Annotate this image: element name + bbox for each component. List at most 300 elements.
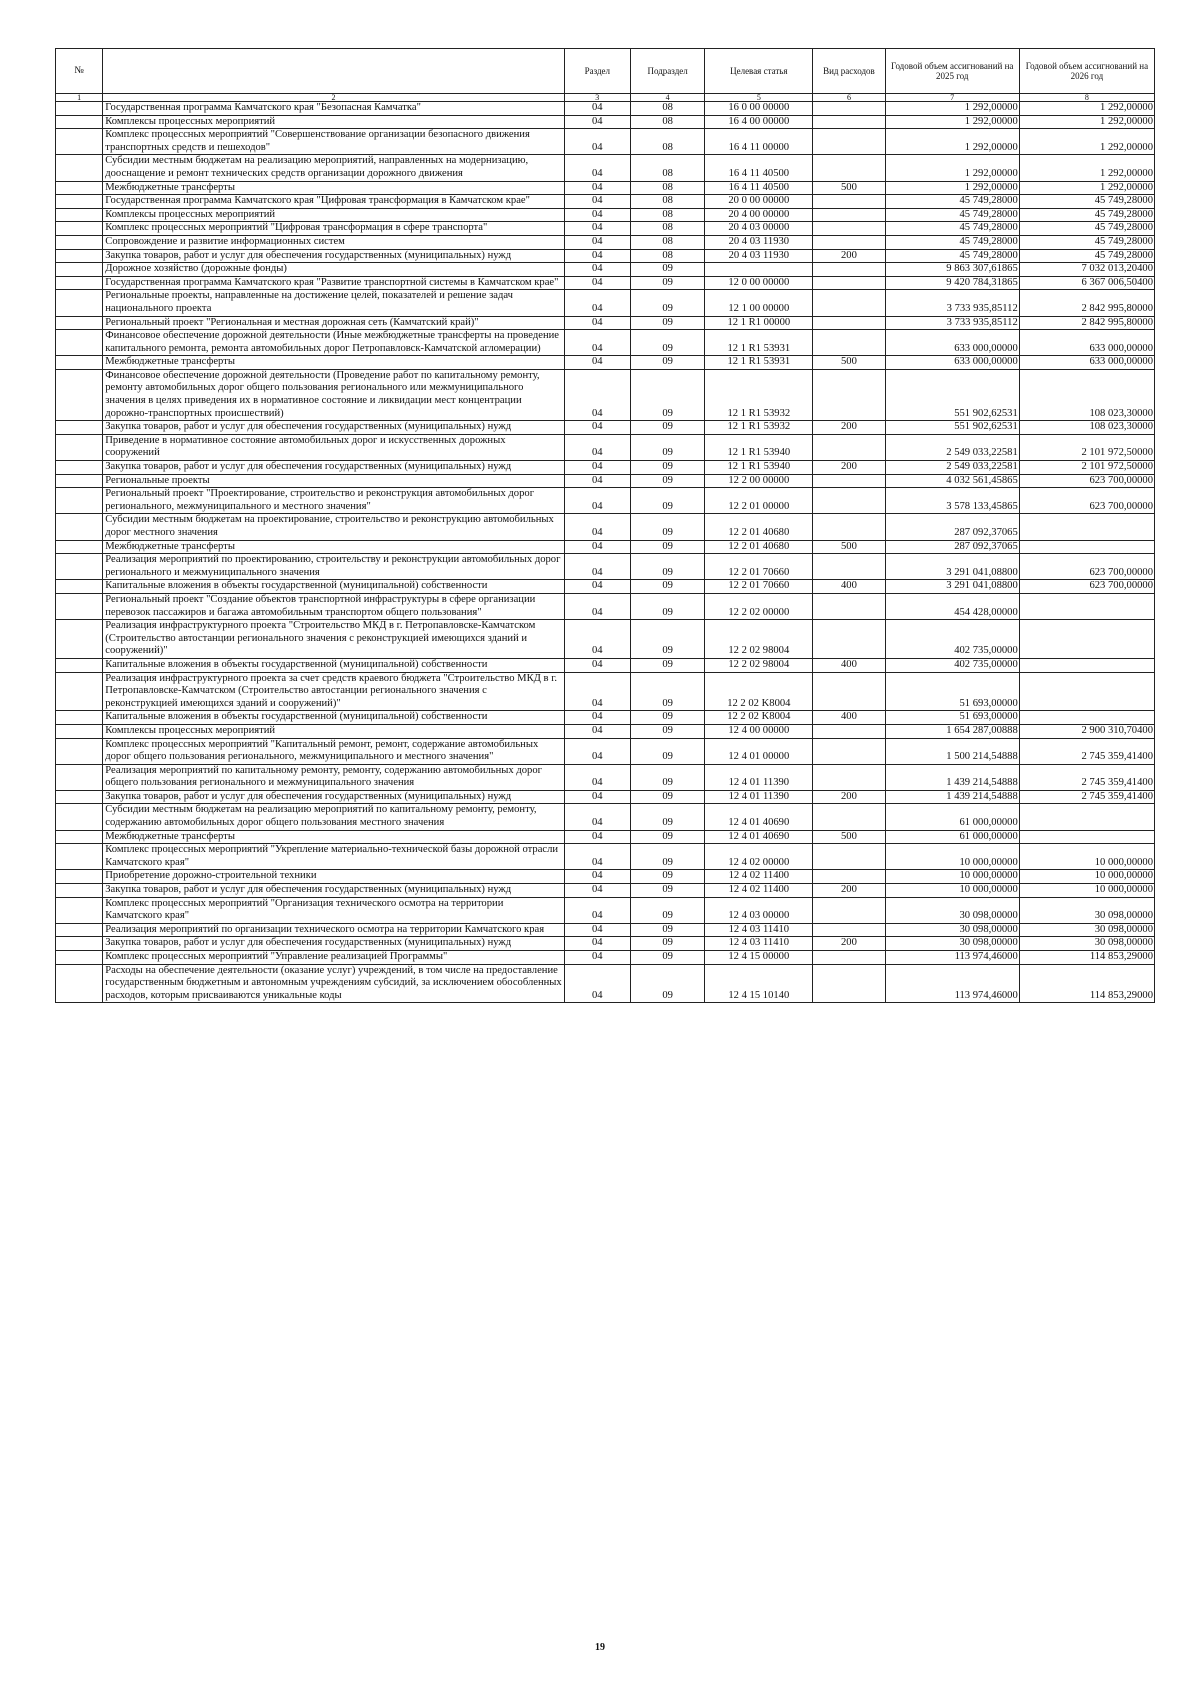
row-name-cell: Межбюджетные трансферты bbox=[103, 181, 565, 195]
row-expense-type-cell bbox=[813, 554, 886, 580]
row-number-cell bbox=[56, 870, 103, 884]
row-volume-2026-cell: 623 700,00000 bbox=[1019, 488, 1154, 514]
row-name-cell: Комплекс процессных мероприятий "Укрепление материально-технической базы дорожной отрасли Камчатского края" bbox=[103, 844, 565, 870]
row-expense-type-cell bbox=[813, 102, 886, 116]
row-podrazdel-cell: 09 bbox=[630, 937, 705, 951]
row-name-cell: Комплексы процессных мероприятий bbox=[103, 724, 565, 738]
row-expense-type-cell bbox=[813, 434, 886, 460]
row-podrazdel-cell: 09 bbox=[630, 356, 705, 370]
row-podrazdel-cell: 09 bbox=[630, 620, 705, 659]
row-expense-type-cell bbox=[813, 738, 886, 764]
table-row bbox=[56, 290, 1155, 316]
row-podrazdel-cell: 09 bbox=[630, 738, 705, 764]
row-name-cell: Закупка товаров, работ и услуг для обеспечения государственных (муниципальных) нужд bbox=[103, 249, 565, 263]
table-row bbox=[56, 115, 1155, 129]
row-target-article-cell: 16 0 00 00000 bbox=[705, 102, 813, 116]
header-podrazdel: Подраздел bbox=[630, 49, 705, 94]
row-volume-2026-cell: 114 853,29000 bbox=[1019, 964, 1154, 1003]
row-volume-2025-cell: 402 735,00000 bbox=[885, 658, 1019, 672]
row-expense-type-cell: 200 bbox=[813, 461, 886, 475]
column-number: 3 bbox=[564, 94, 630, 102]
row-expense-type-cell: 200 bbox=[813, 249, 886, 263]
row-volume-2026-cell: 2 101 972,50000 bbox=[1019, 434, 1154, 460]
row-razdel-cell: 04 bbox=[564, 421, 630, 435]
row-volume-2026-cell: 45 749,28000 bbox=[1019, 208, 1154, 222]
row-target-article-cell: 12 2 02 K8004 bbox=[705, 672, 813, 711]
row-expense-type-cell bbox=[813, 208, 886, 222]
row-podrazdel-cell: 09 bbox=[630, 554, 705, 580]
row-target-article-cell: 12 4 02 11400 bbox=[705, 884, 813, 898]
header-volume-2025: Годовой объем ассигнований на 2025 год bbox=[885, 49, 1019, 94]
row-expense-type-cell: 200 bbox=[813, 884, 886, 898]
table-row bbox=[56, 593, 1155, 619]
row-expense-type-cell bbox=[813, 593, 886, 619]
row-name-cell: Межбюджетные трансферты bbox=[103, 540, 565, 554]
row-name-cell: Приобретение дорожно-строительной техники bbox=[103, 870, 565, 884]
row-target-article-cell: 12 4 01 11390 bbox=[705, 764, 813, 790]
row-volume-2025-cell: 10 000,00000 bbox=[885, 870, 1019, 884]
row-volume-2025-cell: 1 654 287,00888 bbox=[885, 724, 1019, 738]
row-number-cell bbox=[56, 620, 103, 659]
row-target-article-cell: 12 4 00 00000 bbox=[705, 724, 813, 738]
row-volume-2026-cell: 1 292,00000 bbox=[1019, 115, 1154, 129]
row-razdel-cell: 04 bbox=[564, 316, 630, 330]
row-target-article-cell: 12 1 R1 00000 bbox=[705, 316, 813, 330]
row-volume-2026-cell bbox=[1019, 593, 1154, 619]
row-number-cell bbox=[56, 369, 103, 420]
row-number-cell bbox=[56, 330, 103, 356]
row-volume-2025-cell: 61 000,00000 bbox=[885, 804, 1019, 830]
row-razdel-cell: 04 bbox=[564, 369, 630, 420]
row-number-cell bbox=[56, 884, 103, 898]
row-volume-2025-cell: 4 032 561,45865 bbox=[885, 474, 1019, 488]
header-num: № bbox=[56, 49, 103, 94]
row-target-article-cell: 12 2 01 70660 bbox=[705, 554, 813, 580]
row-volume-2026-cell: 6 367 006,50400 bbox=[1019, 276, 1154, 290]
row-volume-2026-cell: 45 749,28000 bbox=[1019, 222, 1154, 236]
row-target-article-cell: 12 0 00 00000 bbox=[705, 276, 813, 290]
row-volume-2026-cell: 10 000,00000 bbox=[1019, 884, 1154, 898]
row-name-cell: Комплексы процессных мероприятий bbox=[103, 208, 565, 222]
row-target-article-cell: 12 4 01 11390 bbox=[705, 790, 813, 804]
row-expense-type-cell bbox=[813, 488, 886, 514]
row-number-cell bbox=[56, 102, 103, 116]
row-number-cell bbox=[56, 276, 103, 290]
row-target-article-cell: 16 4 11 40500 bbox=[705, 155, 813, 181]
row-volume-2025-cell: 2 549 033,22581 bbox=[885, 434, 1019, 460]
row-volume-2025-cell: 113 974,46000 bbox=[885, 964, 1019, 1003]
row-podrazdel-cell: 08 bbox=[630, 208, 705, 222]
table-row bbox=[56, 711, 1155, 725]
row-name-cell: Закупка товаров, работ и услуг для обеспечения государственных (муниципальных) нужд bbox=[103, 790, 565, 804]
row-number-cell bbox=[56, 129, 103, 155]
table-row bbox=[56, 884, 1155, 898]
table-row bbox=[56, 738, 1155, 764]
header-row bbox=[56, 49, 1155, 94]
row-razdel-cell: 04 bbox=[564, 434, 630, 460]
row-number-cell bbox=[56, 540, 103, 554]
row-volume-2026-cell: 623 700,00000 bbox=[1019, 474, 1154, 488]
row-expense-type-cell: 500 bbox=[813, 356, 886, 370]
row-expense-type-cell bbox=[813, 276, 886, 290]
table-row bbox=[56, 155, 1155, 181]
row-volume-2025-cell: 30 098,00000 bbox=[885, 923, 1019, 937]
column-number: 2 bbox=[103, 94, 565, 102]
row-expense-type-cell: 400 bbox=[813, 711, 886, 725]
row-volume-2026-cell: 108 023,30000 bbox=[1019, 369, 1154, 420]
row-name-cell: Комплекс процессных мероприятий "Управление реализацией Программы" bbox=[103, 951, 565, 965]
row-podrazdel-cell: 08 bbox=[630, 235, 705, 249]
row-number-cell bbox=[56, 711, 103, 725]
row-podrazdel-cell: 08 bbox=[630, 195, 705, 209]
table-row bbox=[56, 870, 1155, 884]
row-podrazdel-cell: 09 bbox=[630, 804, 705, 830]
row-target-article-cell: 12 2 01 40680 bbox=[705, 514, 813, 540]
row-number-cell bbox=[56, 356, 103, 370]
row-volume-2026-cell: 30 098,00000 bbox=[1019, 897, 1154, 923]
row-podrazdel-cell: 09 bbox=[630, 514, 705, 540]
row-volume-2025-cell: 287 092,37065 bbox=[885, 514, 1019, 540]
row-podrazdel-cell: 09 bbox=[630, 764, 705, 790]
row-name-cell: Расходы на обеспечение деятельности (оказание услуг) учреждений, в том числе на предоставление государственным бюджетным и автономным учреждениям субсидий, за исключением обособленных расходов, которым присваиваются уникальные коды bbox=[103, 964, 565, 1003]
row-number-cell bbox=[56, 421, 103, 435]
table-row bbox=[56, 276, 1155, 290]
row-volume-2025-cell: 402 735,00000 bbox=[885, 620, 1019, 659]
row-volume-2026-cell: 10 000,00000 bbox=[1019, 844, 1154, 870]
row-name-cell: Финансовое обеспечение дорожной деятельности (Проведение работ по капитальному ремонту, ремонту автомобильных дорог общего пользования регионального или межмуниципального значения в целях приведения их в нормативное состояние и ликвидации мест концентрации дорожно-транспортных происшествий) bbox=[103, 369, 565, 420]
page-number: 19 bbox=[595, 1642, 605, 1653]
row-podrazdel-cell: 08 bbox=[630, 155, 705, 181]
row-razdel-cell: 04 bbox=[564, 290, 630, 316]
row-number-cell bbox=[56, 593, 103, 619]
column-number: 7 bbox=[885, 94, 1019, 102]
row-volume-2025-cell: 113 974,46000 bbox=[885, 951, 1019, 965]
row-name-cell: Закупка товаров, работ и услуг для обеспечения государственных (муниципальных) нужд bbox=[103, 937, 565, 951]
table-row bbox=[56, 488, 1155, 514]
table-row bbox=[56, 316, 1155, 330]
row-volume-2025-cell: 1 439 214,54888 bbox=[885, 790, 1019, 804]
row-razdel-cell: 04 bbox=[564, 235, 630, 249]
table-body bbox=[56, 102, 1155, 1003]
header-expense-type: Вид расходов bbox=[813, 49, 886, 94]
row-target-article-cell: 16 4 00 00000 bbox=[705, 115, 813, 129]
row-name-cell: Комплекс процессных мероприятий "Цифровая трансформация в сфере транспорта" bbox=[103, 222, 565, 236]
row-name-cell: Межбюджетные трансферты bbox=[103, 356, 565, 370]
row-target-article-cell: 12 4 01 40690 bbox=[705, 804, 813, 830]
row-volume-2025-cell: 30 098,00000 bbox=[885, 897, 1019, 923]
row-volume-2026-cell: 623 700,00000 bbox=[1019, 554, 1154, 580]
row-volume-2026-cell bbox=[1019, 711, 1154, 725]
row-name-cell: Государственная программа Камчатского края "Цифровая трансформация в Камчатском крае" bbox=[103, 195, 565, 209]
row-volume-2025-cell: 2 549 033,22581 bbox=[885, 461, 1019, 475]
row-volume-2026-cell: 114 853,29000 bbox=[1019, 951, 1154, 965]
row-target-article-cell: 20 4 03 00000 bbox=[705, 222, 813, 236]
row-target-article-cell: 12 4 15 10140 bbox=[705, 964, 813, 1003]
row-number-cell bbox=[56, 195, 103, 209]
row-razdel-cell: 04 bbox=[564, 830, 630, 844]
table-row bbox=[56, 369, 1155, 420]
row-volume-2026-cell: 2 745 359,41400 bbox=[1019, 790, 1154, 804]
row-name-cell: Дорожное хозяйство (дорожные фонды) bbox=[103, 263, 565, 277]
row-razdel-cell: 04 bbox=[564, 540, 630, 554]
table-row bbox=[56, 222, 1155, 236]
table-row bbox=[56, 844, 1155, 870]
row-podrazdel-cell: 09 bbox=[630, 474, 705, 488]
column-number: 6 bbox=[813, 94, 886, 102]
row-number-cell bbox=[56, 181, 103, 195]
table-row bbox=[56, 724, 1155, 738]
row-number-cell bbox=[56, 222, 103, 236]
row-name-cell: Региональные проекты, направленные на достижение целей, показателей и решение задач национального проекта bbox=[103, 290, 565, 316]
row-razdel-cell: 04 bbox=[564, 488, 630, 514]
row-volume-2025-cell: 551 902,62531 bbox=[885, 421, 1019, 435]
row-number-cell bbox=[56, 115, 103, 129]
row-name-cell: Комплекс процессных мероприятий "Совершенствование организации безопасного движения транспортных средств и пешеходов" bbox=[103, 129, 565, 155]
row-volume-2026-cell: 45 749,28000 bbox=[1019, 195, 1154, 209]
table-row bbox=[56, 330, 1155, 356]
row-podrazdel-cell: 09 bbox=[630, 434, 705, 460]
row-target-article-cell: 12 2 00 00000 bbox=[705, 474, 813, 488]
row-razdel-cell: 04 bbox=[564, 115, 630, 129]
table-row bbox=[56, 554, 1155, 580]
row-number-cell bbox=[56, 672, 103, 711]
row-volume-2026-cell: 2 842 995,80000 bbox=[1019, 316, 1154, 330]
row-podrazdel-cell: 09 bbox=[630, 870, 705, 884]
row-name-cell: Реализация мероприятий по организации технического осмотра на территории Камчатского края bbox=[103, 923, 565, 937]
table-row bbox=[56, 764, 1155, 790]
budget-table-sheet bbox=[55, 48, 1155, 1003]
table-row bbox=[56, 195, 1155, 209]
row-number-cell bbox=[56, 290, 103, 316]
row-name-cell: Региональный проект "Проектирование, строительство и реконструкция автомобильных дорог регионального, межмуниципального и местного значения" bbox=[103, 488, 565, 514]
row-name-cell: Межбюджетные трансферты bbox=[103, 830, 565, 844]
column-number: 4 bbox=[630, 94, 705, 102]
row-razdel-cell: 04 bbox=[564, 790, 630, 804]
row-volume-2026-cell bbox=[1019, 672, 1154, 711]
row-expense-type-cell bbox=[813, 844, 886, 870]
row-name-cell: Реализация инфраструктурного проекта "Строительство МКД в г. Петропавловске-Камчатском (Строительство автостанции регионального значения с реконструкцией имеющихся зданий и сооружений)" bbox=[103, 620, 565, 659]
row-volume-2025-cell: 551 902,62531 bbox=[885, 369, 1019, 420]
row-razdel-cell: 04 bbox=[564, 461, 630, 475]
table-row bbox=[56, 208, 1155, 222]
row-number-cell bbox=[56, 844, 103, 870]
row-volume-2026-cell: 633 000,00000 bbox=[1019, 356, 1154, 370]
table-row bbox=[56, 790, 1155, 804]
row-volume-2026-cell: 30 098,00000 bbox=[1019, 923, 1154, 937]
row-volume-2026-cell: 7 032 013,20400 bbox=[1019, 263, 1154, 277]
row-expense-type-cell: 500 bbox=[813, 830, 886, 844]
row-expense-type-cell bbox=[813, 263, 886, 277]
row-volume-2026-cell: 1 292,00000 bbox=[1019, 102, 1154, 116]
row-expense-type-cell bbox=[813, 514, 886, 540]
row-name-cell: Капитальные вложения в объекты государственной (муниципальной) собственности bbox=[103, 658, 565, 672]
row-expense-type-cell bbox=[813, 804, 886, 830]
row-razdel-cell: 04 bbox=[564, 764, 630, 790]
row-volume-2025-cell: 3 291 041,08800 bbox=[885, 580, 1019, 594]
row-expense-type-cell: 200 bbox=[813, 790, 886, 804]
header-name bbox=[103, 49, 565, 94]
row-volume-2026-cell: 108 023,30000 bbox=[1019, 421, 1154, 435]
row-name-cell: Закупка товаров, работ и услуг для обеспечения государственных (муниципальных) нужд bbox=[103, 461, 565, 475]
table-row bbox=[56, 474, 1155, 488]
row-number-cell bbox=[56, 923, 103, 937]
row-number-cell bbox=[56, 790, 103, 804]
table-row bbox=[56, 804, 1155, 830]
row-razdel-cell: 04 bbox=[564, 208, 630, 222]
row-podrazdel-cell: 09 bbox=[630, 461, 705, 475]
row-name-cell: Комплекс процессных мероприятий "Капитальный ремонт, ремонт, содержание автомобильных дорог общего пользования регионального, межмуниципального и местного значения" bbox=[103, 738, 565, 764]
row-razdel-cell: 04 bbox=[564, 951, 630, 965]
row-volume-2025-cell: 1 439 214,54888 bbox=[885, 764, 1019, 790]
table-row bbox=[56, 235, 1155, 249]
table-row bbox=[56, 181, 1155, 195]
row-number-cell bbox=[56, 249, 103, 263]
row-name-cell: Комплексы процессных мероприятий bbox=[103, 115, 565, 129]
row-podrazdel-cell: 08 bbox=[630, 102, 705, 116]
row-volume-2026-cell bbox=[1019, 830, 1154, 844]
row-volume-2026-cell: 2 745 359,41400 bbox=[1019, 738, 1154, 764]
row-razdel-cell: 04 bbox=[564, 222, 630, 236]
row-volume-2025-cell: 30 098,00000 bbox=[885, 937, 1019, 951]
row-number-cell bbox=[56, 724, 103, 738]
row-podrazdel-cell: 09 bbox=[630, 844, 705, 870]
row-podrazdel-cell: 08 bbox=[630, 181, 705, 195]
row-volume-2026-cell bbox=[1019, 540, 1154, 554]
row-razdel-cell: 04 bbox=[564, 276, 630, 290]
row-target-article-cell: 12 1 R1 53940 bbox=[705, 461, 813, 475]
row-volume-2026-cell: 45 749,28000 bbox=[1019, 249, 1154, 263]
row-target-article-cell: 12 2 02 00000 bbox=[705, 593, 813, 619]
row-name-cell: Приведение в нормативное состояние автомобильных дорог и искусственных дорожных сооружений bbox=[103, 434, 565, 460]
row-volume-2026-cell: 2 900 310,70400 bbox=[1019, 724, 1154, 738]
row-expense-type-cell bbox=[813, 620, 886, 659]
row-podrazdel-cell: 09 bbox=[630, 964, 705, 1003]
row-volume-2025-cell: 1 500 214,54888 bbox=[885, 738, 1019, 764]
table-row bbox=[56, 937, 1155, 951]
row-volume-2025-cell: 45 749,28000 bbox=[885, 235, 1019, 249]
row-target-article-cell: 12 4 02 00000 bbox=[705, 844, 813, 870]
row-name-cell: Реализация мероприятий по капитальному ремонту, ремонту, содержанию автомобильных дорог общего пользования регионального и межмуниципального значения bbox=[103, 764, 565, 790]
row-razdel-cell: 04 bbox=[564, 356, 630, 370]
row-podrazdel-cell: 09 bbox=[630, 672, 705, 711]
row-target-article-cell: 16 4 11 00000 bbox=[705, 129, 813, 155]
row-razdel-cell: 04 bbox=[564, 964, 630, 1003]
row-target-article-cell: 12 2 02 98004 bbox=[705, 658, 813, 672]
row-podrazdel-cell: 09 bbox=[630, 790, 705, 804]
row-number-cell bbox=[56, 738, 103, 764]
row-volume-2025-cell: 45 749,28000 bbox=[885, 195, 1019, 209]
row-volume-2025-cell: 9 863 307,61865 bbox=[885, 263, 1019, 277]
row-number-cell bbox=[56, 488, 103, 514]
row-target-article-cell: 16 4 11 40500 bbox=[705, 181, 813, 195]
row-number-cell bbox=[56, 461, 103, 475]
row-podrazdel-cell: 08 bbox=[630, 115, 705, 129]
row-podrazdel-cell: 09 bbox=[630, 923, 705, 937]
row-razdel-cell: 04 bbox=[564, 897, 630, 923]
row-razdel-cell: 04 bbox=[564, 937, 630, 951]
row-expense-type-cell bbox=[813, 235, 886, 249]
row-expense-type-cell bbox=[813, 195, 886, 209]
row-expense-type-cell bbox=[813, 964, 886, 1003]
row-number-cell bbox=[56, 554, 103, 580]
row-volume-2025-cell: 3 733 935,85112 bbox=[885, 316, 1019, 330]
table-row bbox=[56, 620, 1155, 659]
row-name-cell: Региональные проекты bbox=[103, 474, 565, 488]
row-number-cell bbox=[56, 155, 103, 181]
row-volume-2025-cell: 45 749,28000 bbox=[885, 222, 1019, 236]
row-podrazdel-cell: 09 bbox=[630, 580, 705, 594]
row-volume-2026-cell bbox=[1019, 514, 1154, 540]
row-volume-2025-cell: 51 693,00000 bbox=[885, 672, 1019, 711]
row-volume-2025-cell: 51 693,00000 bbox=[885, 711, 1019, 725]
row-number-cell bbox=[56, 434, 103, 460]
row-expense-type-cell bbox=[813, 369, 886, 420]
row-razdel-cell: 04 bbox=[564, 620, 630, 659]
row-target-article-cell: 12 1 R1 53932 bbox=[705, 421, 813, 435]
row-target-article-cell: 12 2 01 00000 bbox=[705, 488, 813, 514]
row-number-cell bbox=[56, 830, 103, 844]
row-podrazdel-cell: 09 bbox=[630, 290, 705, 316]
row-number-cell bbox=[56, 580, 103, 594]
row-razdel-cell: 04 bbox=[564, 249, 630, 263]
row-target-article-cell: 12 2 02 98004 bbox=[705, 620, 813, 659]
row-razdel-cell: 04 bbox=[564, 195, 630, 209]
row-podrazdel-cell: 09 bbox=[630, 488, 705, 514]
row-podrazdel-cell: 09 bbox=[630, 951, 705, 965]
row-expense-type-cell bbox=[813, 870, 886, 884]
table-row bbox=[56, 514, 1155, 540]
row-volume-2026-cell: 45 749,28000 bbox=[1019, 235, 1154, 249]
table-row bbox=[56, 356, 1155, 370]
row-name-cell: Капитальные вложения в объекты государственной (муниципальной) собственности bbox=[103, 580, 565, 594]
column-number: 8 bbox=[1019, 94, 1154, 102]
budget-table bbox=[55, 48, 1155, 1003]
row-volume-2026-cell bbox=[1019, 620, 1154, 659]
row-volume-2025-cell: 61 000,00000 bbox=[885, 830, 1019, 844]
row-razdel-cell: 04 bbox=[564, 738, 630, 764]
row-target-article-cell: 12 4 15 00000 bbox=[705, 951, 813, 965]
row-razdel-cell: 04 bbox=[564, 804, 630, 830]
row-number-cell bbox=[56, 263, 103, 277]
row-target-article-cell: 12 1 R1 53931 bbox=[705, 356, 813, 370]
row-name-cell: Реализация мероприятий по проектированию, строительству и реконструкции автомобильных дорог регионального и межмуниципального значения bbox=[103, 554, 565, 580]
row-podrazdel-cell: 09 bbox=[630, 711, 705, 725]
row-volume-2025-cell: 454 428,00000 bbox=[885, 593, 1019, 619]
row-name-cell: Государственная программа Камчатского края "Безопасная Камчатка" bbox=[103, 102, 565, 116]
row-volume-2026-cell: 2 842 995,80000 bbox=[1019, 290, 1154, 316]
row-target-article-cell: 12 2 01 40680 bbox=[705, 540, 813, 554]
table-row bbox=[56, 434, 1155, 460]
row-podrazdel-cell: 09 bbox=[630, 540, 705, 554]
row-expense-type-cell bbox=[813, 923, 886, 937]
table-row bbox=[56, 421, 1155, 435]
row-number-cell bbox=[56, 316, 103, 330]
table-row bbox=[56, 658, 1155, 672]
row-name-cell: Государственная программа Камчатского края "Развитие транспортной системы в Камчатском крае" bbox=[103, 276, 565, 290]
row-podrazdel-cell: 08 bbox=[630, 249, 705, 263]
row-volume-2026-cell: 2 101 972,50000 bbox=[1019, 461, 1154, 475]
row-razdel-cell: 04 bbox=[564, 658, 630, 672]
row-target-article-cell: 12 4 02 11400 bbox=[705, 870, 813, 884]
row-name-cell: Закупка товаров, работ и услуг для обеспечения государственных (муниципальных) нужд bbox=[103, 421, 565, 435]
row-podrazdel-cell: 09 bbox=[630, 276, 705, 290]
row-target-article-cell: 20 4 03 11930 bbox=[705, 249, 813, 263]
row-expense-type-cell bbox=[813, 316, 886, 330]
row-razdel-cell: 04 bbox=[564, 181, 630, 195]
row-volume-2026-cell: 2 745 359,41400 bbox=[1019, 764, 1154, 790]
row-volume-2025-cell: 287 092,37065 bbox=[885, 540, 1019, 554]
table-row bbox=[56, 263, 1155, 277]
